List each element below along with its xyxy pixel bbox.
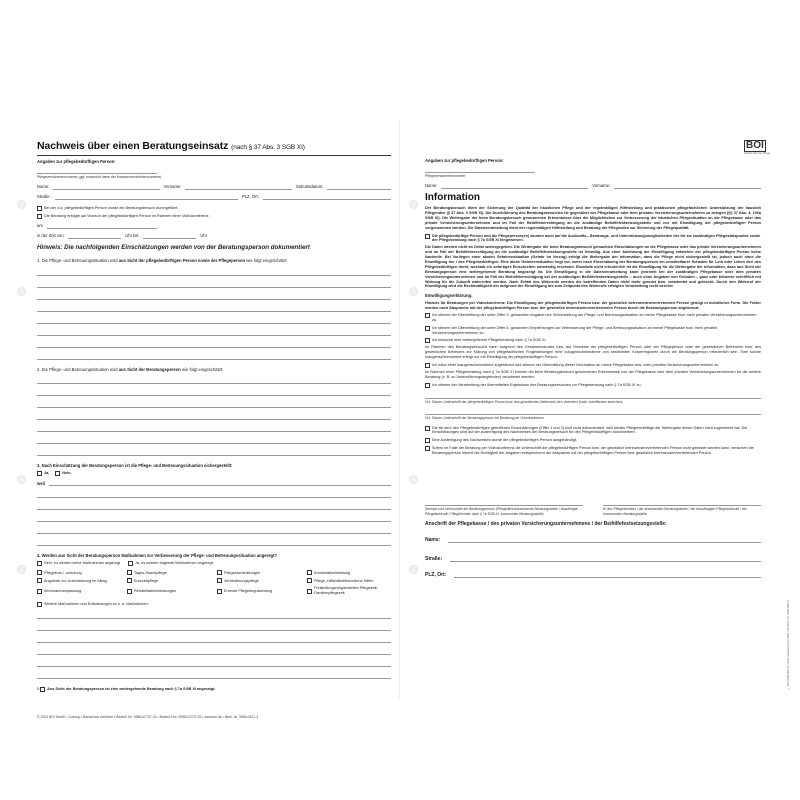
time-from-field[interactable] [68,233,122,239]
measure-item[interactable]: Tages-/Nachtpflege [127,570,211,575]
punch-hole [409,565,418,574]
side-code: © BOI-3096-0621-3 • Gem. Fassung 01.01.2024 • 06.2024 • Nr. 3096-0621-3 [787,600,790,690]
consent-check-1[interactable]: Ich stimme der Übermittlung der unter Ziffer 3. gemachten Angaben zur Sicherstellung der Pflege- und Betreuungssituation an meine Pflegekasse bzw. mein privates Versicherungsunternehmen zu. [425,313,761,322]
q3-nein-checkbox[interactable] [55,471,60,476]
q3-ja-checkbox[interactable] [37,471,42,476]
signature-advisor-line[interactable] [425,406,761,415]
measure-item[interactable]: Kurzzeitpflege [127,578,211,583]
address-street-row: Straße: [425,555,761,562]
form-title: Nachweis über einen Beratungseinsatz (nach § 37 Abs. 3 SGB XI) [37,140,305,152]
boi-logo: BOI [746,140,764,151]
name-row: Name: Vorname: Geburtsdatum: [37,184,391,190]
confirm-check-2[interactable]: Eine Ausfertigung des Nachweises wurde der pflegebedürftigen Person ausgehändigt. [425,438,761,443]
logo-subtitle: Arbeitsmittel für Pflege [744,152,771,155]
consent-check-4[interactable]: Ich habe einer Inaugenscheinnahme zugestimmt und stimme der Übermittlung dieser Information an meine Pflegekasse bzw. mein privates Versicherungsunternehmen zu. [425,363,761,368]
measure-item[interactable]: Pflegekurs / -schulung [37,570,121,575]
info-title: Information [425,191,480,203]
vorname-field-right[interactable] [614,183,761,189]
info-paragraph-2: Die Daten werden nicht an Dritte weitergegeben. Die Weitergabe der beim Beratungsbesuch gemachten Einschätzungen an die Pflegekasse oder das private Versicherungsunternehmen und im Fall der Beihilfeberechtigung an die zuständige Beihilfefestsetzungsstelle ist freiwillig. Aus einer Ablehnung der Einwilligung entstehen der pflegebedürftigen Person keine Nachteile. Bei Vorliegen einer akuten Gefahrensituation (Gefahr im Verzug) erfolgt die Weitergabe der Information, dass die Pflege nicht sichergestellt ist, jedoch auch ohne die Einwilligung der / des Pflegebedürftigen. Eine akute Gefahrensituation liegt vor, wenn nach Einschätzung der Beratungsperson ein unmittelbarer Schaden für Leib oder Leben der/ des Pflegebedürftigen droht, weshalb ein sofortiges Einschreiten notwendig erscheint. Ebenfalls nicht erforderlich ist die Einwilligung für die Weitergabe der Information, dass aus Sicht der Beratungsperson eine weitergehende Beratung angezeigt ist. Die Einwilligung in die Datenverarbeitung kann jederzeit bei der zuständigen Pflegekasse oder dem privaten Versicherungsunternehmen und im Fall der Beihilfeberechtigung bei der zuständigen Beihilfefestsetzungsstelle – auch ohne Angaben von Gründen – ganz oder teilweise schriftlich mit Wirkung für die Zukunft widerrufen werden. Nach Erhalt des Widerrufs werden die betreffenden Daten nicht mehr genutzt bzw. verarbeitet und gelöscht. Durch den Widerruf der Einwilligung wird die Rechtmäßigkeit der aufgrund der Einwilligung bis zum Zeitpunkt des Widerrufs erfolgten Verarbeitung nicht berührt. [425,245,761,289]
stamp-row: Stempel und Unterschrift der Beratungsperson (Pflegedienst/anerkannte Beratungsstelle / beauftragte Pflegefachkraft / Pflegeberater nach § 7a SGB XI, kommunale Beratungsstelle) IK des Pflegedienstes / der anerkannten Beratungsstelle / der beauftragten Pflegefachkraft / der kommunalen Beratungsstelle [425,495,761,516]
time-to-field[interactable] [143,233,197,239]
signature-patient-line[interactable] [425,390,761,399]
measure-item[interactable]: Erneute Pflegebegutachtung [217,586,301,595]
check-video[interactable]: Die Beratung erfolgte auf Wunsch der pflegebedürftigen Person im Rahmen einer Videokonferenz: [37,214,391,219]
measure-item[interactable]: Verhinderungspflege [217,578,301,583]
q4-no-checkbox[interactable] [37,561,42,566]
confirm-check-3[interactable]: Sofern im Falle der Beratung per Videokonferenz die Unterschrift der pflegebedürftigen Person bzw. der gesetzlich betreuenden/vertretenden Person nicht geleistet werden kann, versichert die Beratungsperson hiermit die Richtigkeit der Angaben entsprechend der Absprache mit der pflegebedürftigen Person bzw. gesetzlich betreuenden/vertretenden Person. [425,446,761,455]
stamp-signature-line[interactable] [425,497,583,506]
patient-heading: Angaben zur pflegebedürftigen Person: [37,159,116,165]
measure-item[interactable]: Pflege-,Hilfsmittel/technische Hilfen [307,578,391,583]
punch-hole [17,200,26,209]
further-measures[interactable]: Weitere Maßnahmen und Erläuterungen zu o. a. Maßnahmen: [37,602,391,607]
answer-lines-2[interactable] [37,377,391,456]
punch-hole [409,475,418,484]
question-2: 2. Die Pflege- und Betreuungssituation wird aus Sicht der Beratungsperson wie folgt eingeschätzt: [37,366,224,372]
measure-item[interactable]: Rehabilitationsleistungen [127,586,211,595]
punch-hole [17,565,26,574]
hint-text: Hinweis: Die nachfolgenden Einschätzungen werden von der Beratungsperson dokumentiert [37,243,310,251]
answer-lines-4[interactable] [37,612,391,679]
street-field[interactable] [55,194,238,200]
consent-check-2[interactable]: Ich stimme der Übermittlung der unter Ziffer 4. genannten Empfehlungen zur Verbesserung der Pflege- und Betreuungssituation an meine Pflegekasse bzw. mein privates Versicherungsunternehmen zu. [425,326,761,335]
address-city-field[interactable] [454,571,761,578]
question-4: 4. Werden aus Sicht der Beratungsperson Maßnahmen zur Verbesserung der Pflege- und Betreuungssituation angeregt? [37,553,278,559]
consent-paragraph: Im Rahmen des Beratungsbesuchs kann aufgrund des Gesamteindrucks bzw. auf Hinweise der pflegebedürftigen Person oder der Pflegeperson oder der gesetzlichen Betreuerin bzw. des gesetzlichen Betreuers zur Klärung von pflegefachlichen Fragestellungen eine Inaugenscheinnahme von bestimmten Körperregionen durch die Beratungsperson erforderlich sein. Eine solche Inaugenscheinnahme erfolgt nur mit Einwilligung der pflegebedürftigen Person: [425,345,761,360]
ik-line[interactable] [603,497,761,506]
name-field-right[interactable] [441,183,588,189]
consent-check-3[interactable]: Ich wünsche eine weitergehende Pflegeberatung nach § 7a SGB XI. [425,338,761,343]
measures-grid [37,570,391,595]
consent-check-5[interactable]: Ich stimme der Verarbeitung der übermittelten Ergebnisse des Beratungsbesuches zur Pflegeberatung nach § 7a SGB XI zu. [425,383,761,388]
question-1: 1. Die Pflege- und Betreuungssituation wird aus Sicht der pflegebedürftigen Person sowie der Pflegeperson wie folgt eingeschätzt: [37,258,288,264]
info-checkbox[interactable]: Die pflegebedürftige Person und die Pflegeperson(en) wurden auch auf die Auskunfts-, Beratungs- und Unterstützungsmöglichkeiten der für sie zuständigen Pflegestützpunkte sowie der Pflegeberatung nach § 7a SGB XI hingewiesen. [425,234,761,243]
measure-item[interactable]: Freistellungsmöglichkeiten Pflegezeit/ Familienpflegezeit [307,586,391,595]
consent-paragraph-2: Im Rahmen einer Pflegeberatung nach § 7a SGB XI können die beim Beratungsbesuch gewonnenen Erkenntnisse von der Pflegekasse oder dem privaten Versicherungsunternehmen für die weitere Beratung (z. B. zu Unterstützungsangeboten) verarbeitet werden: [425,370,761,380]
consent-note: Hinweis für Beratungen per Videokonferenz: Die Einwilligung der pflegebedürftigen Person bzw. der gesetzlich betreuenden/vertretenden Person genügt in mündlicher Form. Die Felder werden nach Absprache mit der pflegebedürftigen Person bzw. der gesetzlich betreuenden/vertretenden Person durch die Beratungsperson angekreuzt. [425,300,761,310]
measure-item[interactable]: Wohnraumanpassung [37,586,121,595]
info-paragraph-1: Der Beratungsbesuch dient der Sicherung der Qualität der häuslichen Pflege und der regelmäßigen Hilfestellung und praktischen pflegefachlichen Unterstützung der häuslich Pflegenden (§ 37 Abs. 3 SGB XI). Die Durchführung des Beratungsbesuches ist gegenüber der Pflegekasse oder dem privaten Versicherungsunternehmen zu belegen (§§ 37 Abs. 4, 106a SGB XI). Die Weitergabe der beim Beratungsbesuch gewonnenen Erkenntnisse über die Möglichkeiten zur Verbesserung der häuslichen Pflegesituation an die Pflegekasse oder das private Versicherungsunternehmen und im Fall der Beihilfeberechtigung an die zuständige Beihilfefestsetzungsstelle soll nur mit Einwilligung der pflegebedürftigen Person vorgenommen werden. Die Datenverarbeitung dient der regelmäßigen Hilfestellung und Beratung der Pflegenden zur Sicherung der Pflegequalität. [425,206,761,230]
right-page: Angaben zur pflegebedürftigen Person: Pflegeversichertennummer Name: Vorname: Information Der Beratungsbesuch dient der Sicherung der Qualität der häuslichen Pflege und der regelmäßigen Hilfestellung und praktischen pflegefachlichen Unterstützung der häuslich Pflegenden (§ 37 Abs. 3 SGB XI). Die Durchführung des Beratungsbesuches ist gegenüber der Pflegekasse oder dem privaten Versicherungsunternehmen zu belegen (§§ 37 Abs. 4, 106a SGB XI). Die Weitergabe der beim Beratungsbesuch gewonnenen Erkenntnisse über die Möglichkeiten zur Verbesserung der häuslichen Pflegesituation an die Pflegekasse oder das private Versicherungsunternehmen und im Fall der Beihilfeberechtigung an die zuständige Beihilfefestsetzungsstelle soll nur mit Einwilligung der pflegebedürftigen Person vorgenommen werden. Die Datenverarbeitung dient der regelmäßigen Hilfestellung und Beratung der Pflegenden zur Sicherung der Pflegequalität. Die pflegebedürftige Person und die Pflegeperson(en) wurden auch auf die Auskunfts-, Beratungs- und Unterstützungsmöglichkeiten der für sie zuständigen Pflegestützpunkte sowie der Pflegeberatung nach § 7a SGB XI hingewiesen. Die Daten werden nicht an Dritte weitergegeben. Die Weitergabe der beim Beratungsbesuch gemachten Einschätzungen an die Pflegekasse oder das private Versicherungsunternehmen und im Fall der Beihilfeberechtigung an die zuständige Beihilfefestsetzungsstelle ist freiwillig. Aus einer Ablehnung der Einwilligung entstehen der pflegebedürftigen Person keine Nachteile. Bei Vorliegen einer akuten Gefahrensituation (Gefahr im Verzug) erfolgt die Weitergabe der Information, dass die Pflege nicht sichergestellt ist, jedoch auch ohne die Einwilligung der / des Pflegebedürftigen. Eine akute Gefahrensituation liegt vor, wenn nach Einschätzung der Beratungsperson ein unmittelbarer Schaden für Leib oder Leben der/ des Pflegebedürftigen droht, weshalb ein sofortiges Einschreiten notwendig erscheint. Ebenfalls nicht erforderlich ist die Einwilligung für die Weitergabe der Information, dass aus Sicht der Beratungsperson eine weitergehende Beratung angezeigt ist. Die Einwilligung in die Datenverarbeitung kann jederzeit bei der zuständigen Pflegekasse oder dem privaten Versicherungsunternehmen und im Fall der Beihilfeberechtigung bei der zuständigen Beihilfefestsetzungsstelle – auch ohne Angaben von Gründen – ganz oder teilweise schriftlich mit Wirkung für die Zukunft widerrufen werden. Nach Erhalt des Widerrufs werden die betreffenden Daten nicht mehr genutzt bzw. verarbeitet und gelöscht. Durch den Widerruf der Einwilligung wird die Rechtmäßigkeit der aufgrund der Einwilligung bis zum Zeitpunkt des Widerrufs erfolgten Verarbeitung nicht berührt. Einwilligungserklärung: Hinweis für Beratungen per Videokonferenz: Die Einwilligung der pflegebedürftigen Person bzw. der gesetzlich betreuenden/vertretenden Person genügt in mündlicher Form. Die Felder werden nach Absprache mit der pflegebedürftigen Person bzw. der gesetzlich betreuenden/vertretenden Person durch die Beratungsperson angekreuzt. Ich stimme der Übermittlung der unter Ziffer 3. gemachten Angaben zur Sicherstellung der Pflege- und Betreuungssituation an meine Pflegekasse bzw. mein privates Versicherungsunternehmen zu. Ich stimme der Übermittlung der unter Ziffer 4. genannten Empfehlungen zur Verbesserung der Pflege- und Betreuungssituation an meine Pflegekasse bzw. mein privates Versicherungsunternehmen zu. Ich wünsche eine weitergehende Pflegeberatung nach § 7a SGB XI. Im Rahmen des Beratungsbesuchs kann aufgrund des Gesamteindrucks bzw. auf Hinweise der pflegebedürftigen Person oder der Pflegeperson oder der gesetzlichen Betreuerin bzw. des gesetzlichen Betreuers zur Klärung von pflegefachlichen Fragestellungen eine Inaugenscheinnahme von bestimmten Körperregionen durch die Beratungsperson erforderlich sein. Eine solche Inaugenscheinnahme erfolgt nur mit Einwilligung der pflegebedürftigen Person: Ich habe einer Inaugenscheinnahme zugestimmt und stimme der Übermittlung dieser Information an meine Pflegekasse bzw. mein privates Versicherungsunternehmen zu. Im Rahmen einer Pflegeberatung nach § 7a SGB XI können die beim Beratungsbesuch gewonnenen Erkenntnisse von der Pflegekasse oder dem privaten Versicherungsunternehmen für die weitere Beratung (z. B. zu Unterstützungsangeboten) verarbeitet werden: Ich stimme der Verarbeitung der übermittelten Ergebnisse des Beratungsbesuches zur Pflegeberatung nach § 7a SGB XI zu. Ort, Datum, Unterschrift der pflegebedürftigen Person bzw. des gesetzlichen Betreuers/ des Vertreters (nicht zutreffendes streichen) Ort, Datum, Unterschrift der Beratungsperson bei Beratung per Videokonferenz Die für den/ den Pflegebedürftigen getroffenen Einschätzungen (Ziffer 1 und 2) sind nicht dokumentiert, weil die/der Pflegebedürftige der Weitergabe dieser Daten nicht zugestimmt hat. Die Einschätzungen sind auf der Ausfertigung des Nachweises der Beratungsbesuch für den Pflegebedürftigen dokumentiert. Eine Ausfertigung des Nachweises wurde der pflegebedürftigen Person ausgehändigt. Sofern im Falle der Beratung per Videokonferenz die Unterschrift der pflegebedürftigen Person bzw. der gesetzlich betreuenden/vertretenden Person nicht geleistet werden kann, versichert die Beratungsperson hiermit die Richtigkeit der Angaben entsprechend der Absprache mit der pflegebedürftigen Person bzw. gesetzlich betreuenden/vertretenden Person. Stempel und Unterschrift der Beratungsperson (Pflegedienst/anerkannte Beratungsstelle / beauftragte Pflegefachkraft / Pflegeberater nach § 7a SGB XI, kommunale Beratungsstelle) IK des Pflegedienstes / der anerkannten Beratungsstelle / der beauftragten Pflegefachkraft / der kommunalen Beratungsstelle Anschrift der Pflegekasse / des privaten Versicherungsunternehmens / der Beihilfefestsetzungsstelle: Name: Straße: PLZ, Ort: [425,158,761,578]
patient-heading-right: Angaben zur pflegebedürftigen Person: [425,158,504,163]
address-title: Anschrift der Pflegekasse / des privaten Versicherungsunternehmens / der Beihilfefestsetzungsstelle: [425,520,667,527]
date-field[interactable] [47,223,157,229]
address-name-field[interactable] [448,536,761,543]
punch-hole [17,475,26,484]
weil-row: weil [37,480,391,486]
punch-hole [17,287,26,296]
answer-lines-1[interactable] [37,269,391,360]
measure-item[interactable]: Pflegesachleistungen [217,570,301,575]
address-street-field[interactable] [450,555,761,562]
footer-text: © 2024 BOI GmbH • Coburg • Nachdruck verboten • Bestell-Tel. 09561/2707-24 • Bestell-Fax: 09561/2707-29 • www.boi.de • Best.-Nr. 3096-0621-3 [37,715,259,719]
check-visit-done[interactable]: Bei der o.a. pflegebedürftigen Person wurde ein Beratungsbesuch durchgeführt. [37,206,391,211]
consent-heading: Einwilligungserklärung: [425,293,473,299]
measure-item[interactable]: Kombinationsleistung [307,570,391,575]
left-page: Nachweis über einen Beratungseinsatz (nach § 37 Abs. 3 SGB XI) Angaben zur pflegebedürftigen Person: Pflegeversichertennummer (ggf. entspricht diese der Krankenversichertennummer) Name: Vorname: Geburtsdatum: Straße: PLZ, Ort: Bei der o.a. pflegebedürftigen Person wurde ein Beratungsbesuch durchgeführt. Die Beratung erfolgte auf Wunsch der pflegebedürftigen Person im Rahmen einer Videokonferenz: am in der Zeit von Uhr bis Uhr Hinweis: Die nachfolgenden Einschätzungen werden von der Beratungsperson dokumentiert 1. Die Pflege- und Betreuungssituation wird aus Sicht der pflegebedürftigen Person sowie der Pflegeperson wie folgt eingeschätzt: 2. Die Pflege- und Betreuungssituation wird aus Sicht der Beratungsperson wie folgt eingeschätzt: 3. Nach Einschätzung der Beratungsperson ist die Pflege- und Betreuungssituation sichergestellt: Ja, Nein, weil 4. Werden aus Sicht der Beratungsperson Maßnahmen zur Verbesserung der Pflege- und Betreuungssituation angeregt? Nein, es werden keine Maßnahmen angeregt Ja, es werden folgende Maßnahmen angeregt: Pflegekurs / -schulung Tages-/Nachtpflege Pflegesachleistungen Kombinationsleistung Angebote zur Unterstützung im Alltag Kurzzeitpflege Verhinderungspflege Pflege-,Hilfsmittel/technische Hilfen Wohnraumanpassung Rehabilitationsleistungen Erneute Pflegebegutachtung Freistellungsmöglichkeiten Pflegezeit/ Familienpflegezeit Weitere Maßnahmen und Erläuterungen zu o. a. Maßnahmen: 5. Aus Sicht der Beratungsperson ist eine weitergehende Beratung nach § 7a SGB XI angezeigt. [37,140,391,692]
question-5[interactable]: 5. Aus Sicht der Beratungsperson ist eine weitergehende Beratung nach § 7a SGB XI angezeigt. [37,686,216,691]
weil-field[interactable] [49,480,391,486]
birthdate-field[interactable] [327,184,391,190]
address-city-row: PLZ, Ort: [425,571,761,578]
q3-options: Ja, Nein, [37,471,391,476]
confirm-check-1[interactable]: Die für den/ den Pflegebedürftigen getroffenen Einschätzungen (Ziffer 1 und 2) sind nicht dokumentiert, weil die/der Pflegebedürftige der Weitergabe dieser Daten nicht zugestimmt hat. Die Einschätzungen sind auf der Ausfertigung des Nachweises der Beratungsbesuch für den Pflegebedürftigen dokumentiert. [425,426,761,435]
city-field[interactable] [263,194,391,200]
q4-options: Nein, es werden keine Maßnahmen angeregt Ja, es werden folgende Maßnahmen angeregt: [37,561,391,566]
q4-yes-checkbox[interactable] [128,561,133,566]
page-fold [399,120,400,700]
punch-hole [409,200,418,209]
measure-item[interactable]: Angebote zur Unterstützung im Alltag [37,578,121,583]
answer-lines-3[interactable] [37,491,391,546]
punch-hole [409,287,418,296]
question-3: 3. Nach Einschätzung der Beratungsperson ist die Pflege- und Betreuungssituation sichergestellt: [37,462,233,468]
address-name-row: Name: [425,536,761,543]
date-row: am [37,223,157,229]
name-row-right: Name: Vorname: [425,183,761,189]
insurance-number-field[interactable] [37,168,157,174]
name-field[interactable] [53,184,159,190]
vorname-field[interactable] [185,184,291,190]
insurance-number-field-right[interactable] [425,167,535,173]
time-row: in der Zeit von Uhr bis Uhr [37,233,207,239]
address-row: Straße: PLZ, Ort: [37,194,391,200]
